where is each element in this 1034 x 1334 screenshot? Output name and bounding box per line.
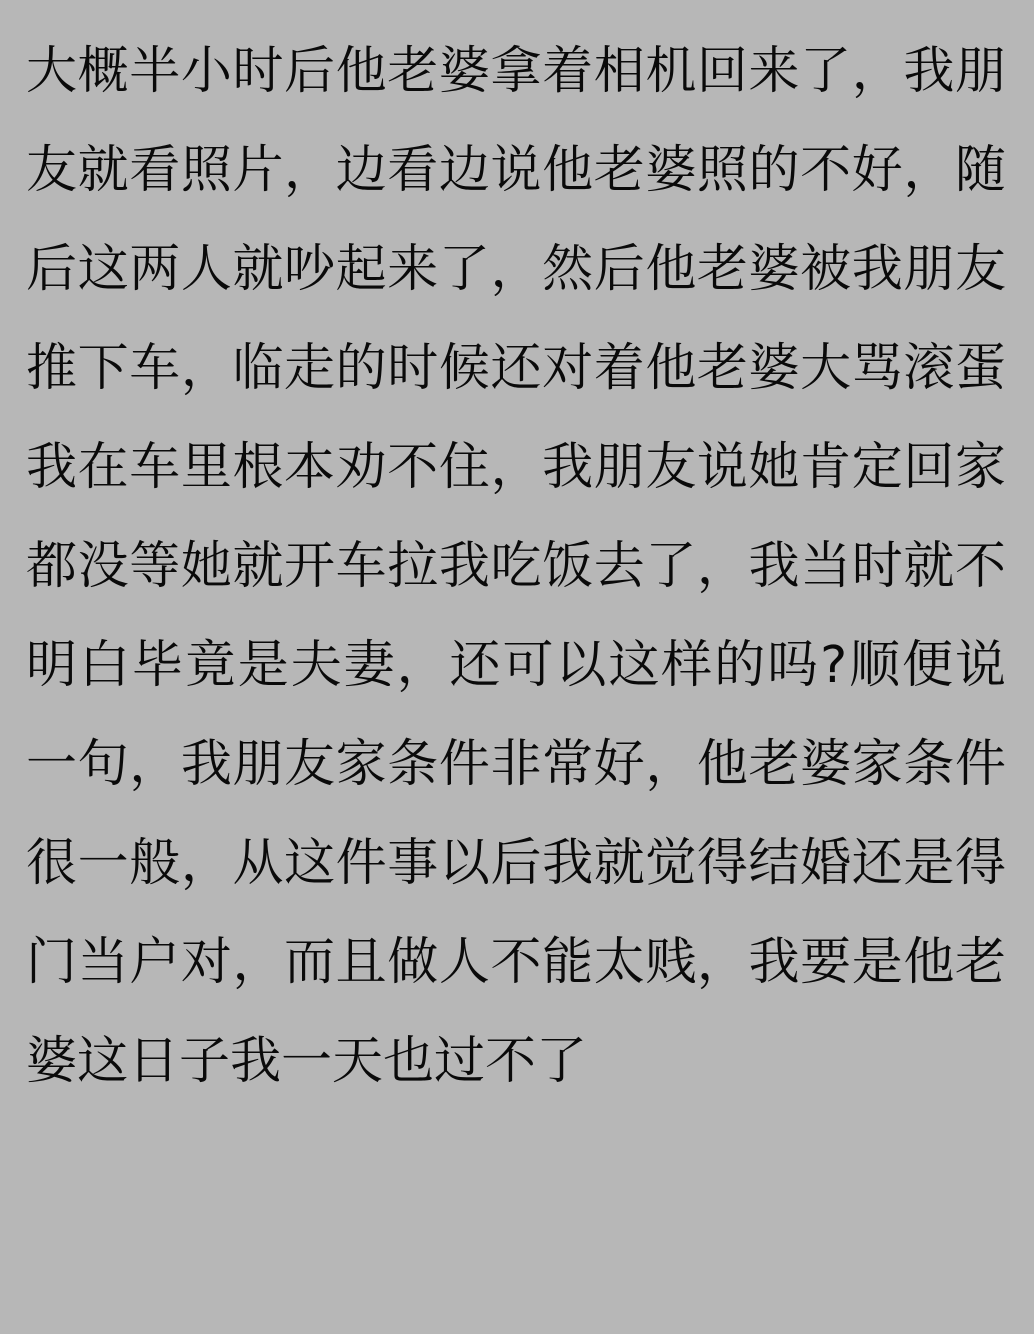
document-paragraph: 大概半小时后他老婆拿着相机回来了，我朋友就看照片，边看边说他老婆照的不好，随后这两人就吵起来了，然后他老婆被我朋友推下车，临走的时候还对着他老婆大骂滚蛋我在车里根本劝不住，我朋友说她肯定回家都没等她就开车拉我吃饭去了，我当时就不明白毕竟是夫妻，还可以这样的吗?顺便说一句，我朋友家条件非常好，他老婆家条件很一般，从这件事以后我就觉得结婚还是得门当户对，而且做人不能太贱，我要是他老婆这日子我一天也过不了 xyxy=(26,42,1006,1091)
